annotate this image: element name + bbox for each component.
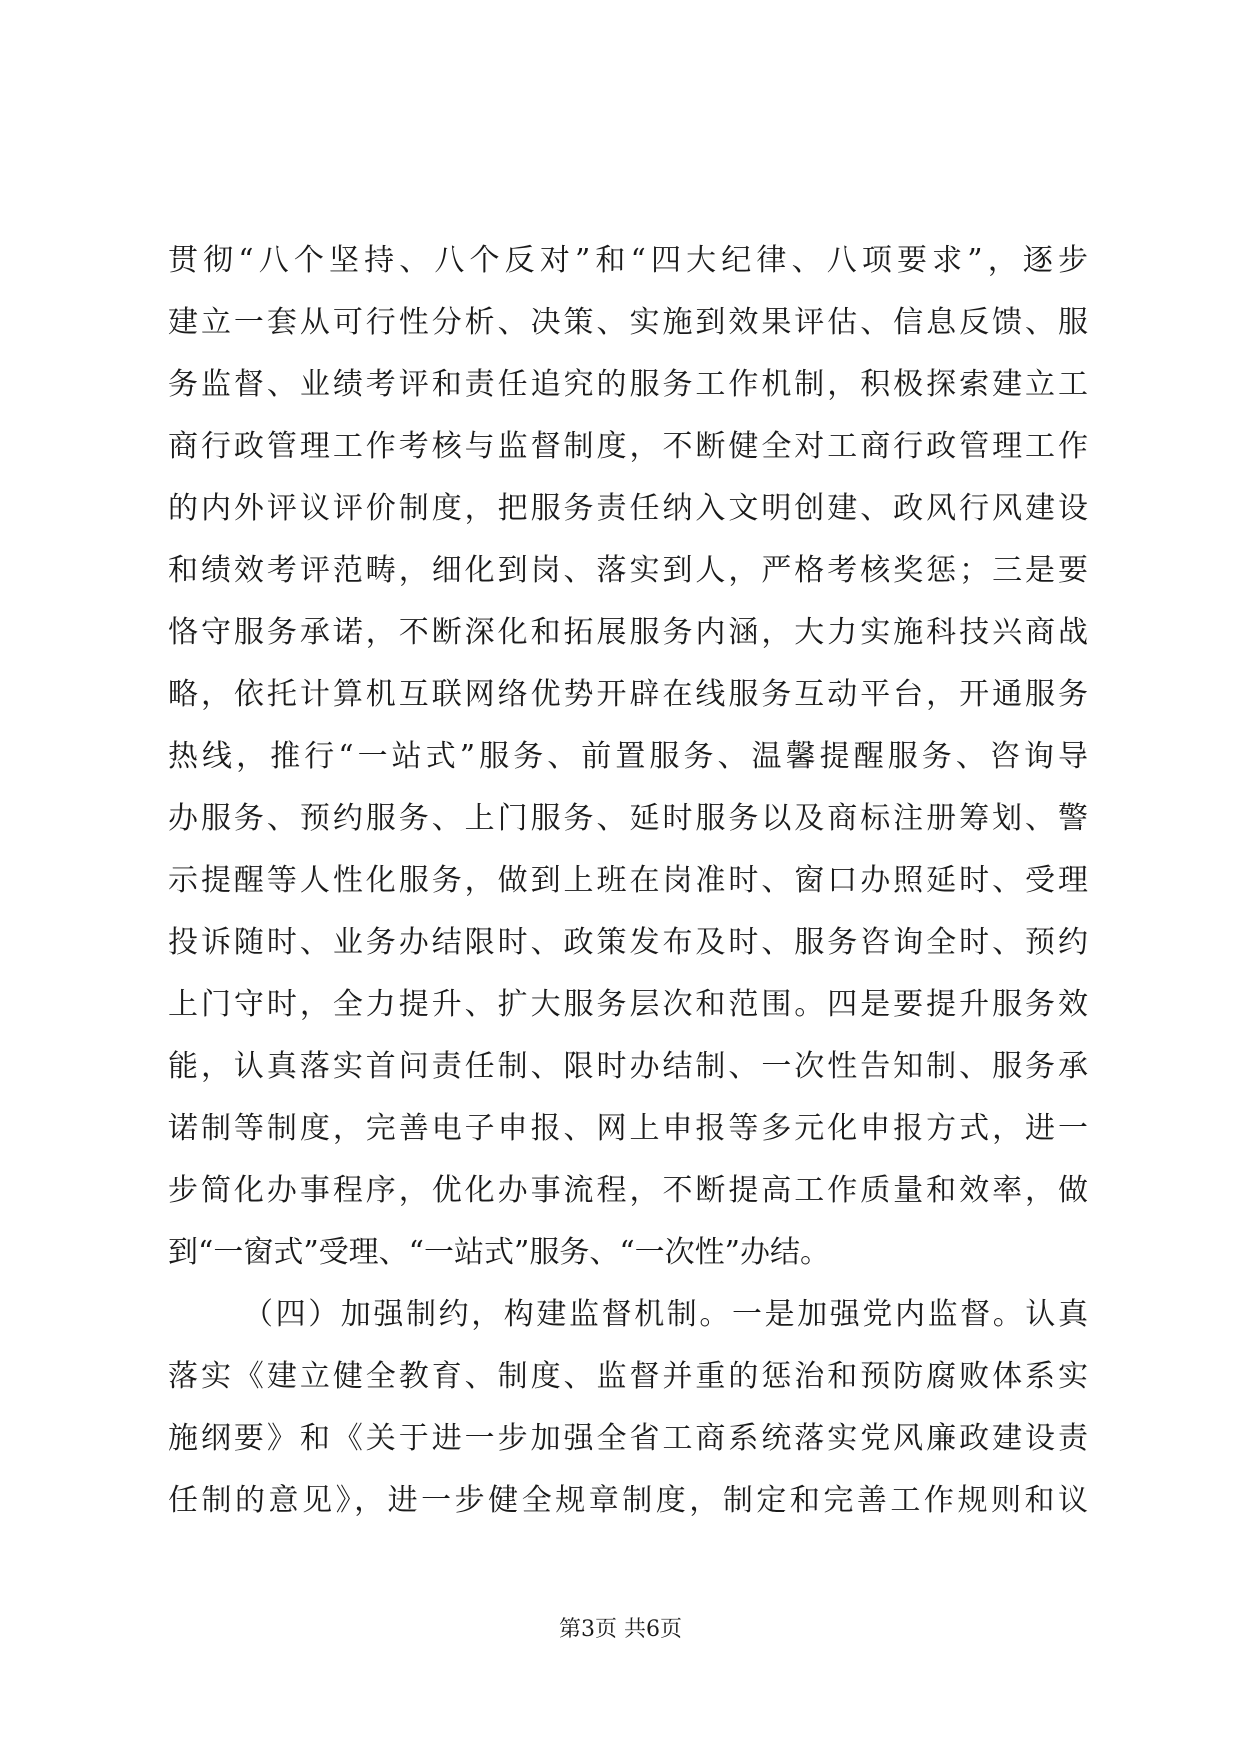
text-line-19: 落实《建立健全教育、制度、监督并重的惩治和预防腐败体系实 bbox=[168, 1359, 1088, 1394]
text-line-9: 热线，推行“一站式”服务、前置服务、温馨提醒服务、咨询导 bbox=[168, 739, 1088, 774]
text-line-21: 任制的意见》，进一步健全规章制度，制定和完善工作规则和议 bbox=[168, 1483, 1088, 1518]
page-footer: 第3页 共6页 bbox=[559, 1617, 682, 1642]
text-line-17: 到“一窗式”受理、“一站式”服务、“一次性”办结。 bbox=[168, 1235, 831, 1270]
text-line-20: 施纲要》和《关于进一步加强全省工商系统落实党风廉政建设责 bbox=[168, 1421, 1088, 1456]
text-line-18: （四）加强制约，构建监督机制。一是加强党内监督。认真 bbox=[243, 1297, 1088, 1332]
body-text bbox=[168, 230, 1088, 1532]
text-line-7: 恪守服务承诺，不断深化和拓展服务内涵，大力实施科技兴商战 bbox=[168, 615, 1088, 650]
text-line-3: 务监督、业绩考评和责任追究的服务工作机制，积极探索建立工 bbox=[168, 367, 1088, 402]
text-line-4: 商行政管理工作考核与监督制度，不断健全对工商行政管理工作 bbox=[168, 429, 1088, 464]
text-line-8: 略，依托计算机互联网络优势开辟在线服务互动平台，开通服务 bbox=[168, 677, 1088, 712]
text-line-10: 办服务、预约服务、上门服务、延时服务以及商标注册筹划、警 bbox=[168, 801, 1088, 836]
text-line-12: 投诉随时、业务办结限时、政策发布及时、服务咨询全时、预约 bbox=[168, 925, 1088, 960]
text-line-14: 能，认真落实首问责任制、限时办结制、一次性告知制、服务承 bbox=[168, 1049, 1088, 1084]
text-line-13: 上门守时，全力提升、扩大服务层次和范围。四是要提升服务效 bbox=[168, 987, 1088, 1022]
text-line-5: 的内外评议评价制度，把服务责任纳入文明创建、政风行风建设 bbox=[168, 491, 1088, 526]
text-line-15: 诺制等制度，完善电子申报、网上申报等多元化申报方式，进一 bbox=[168, 1111, 1088, 1146]
text-line-1: 贯彻“八个坚持、八个反对”和“四大纪律、八项要求”，逐步 bbox=[168, 243, 1088, 278]
text-line-6: 和绩效考评范畴，细化到岗、落实到人，严格考核奖惩；三是要 bbox=[168, 553, 1088, 588]
text-line-16: 步简化办事程序，优化办事流程，不断提高工作质量和效率，做 bbox=[168, 1173, 1088, 1208]
text-line-2: 建立一套从可行性分析、决策、实施到效果评估、信息反馈、服 bbox=[168, 305, 1088, 340]
text-line-11: 示提醒等人性化服务，做到上班在岗准时、窗口办照延时、受理 bbox=[168, 863, 1088, 898]
